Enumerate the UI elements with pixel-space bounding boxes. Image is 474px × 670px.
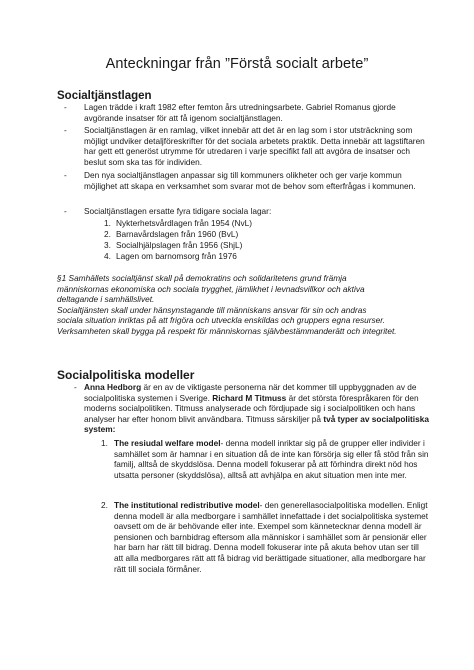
model-name: The resiudal welfare model	[114, 438, 221, 448]
quote-line: Socialtjänsten skall under hänsynstagande till människans ansvar för sin och andras	[57, 304, 367, 315]
list-number: 2.	[104, 229, 111, 239]
dash-marker: -	[64, 125, 67, 135]
quote-block	[57, 273, 422, 337]
quote-line: människornas ekonomiska och sociala trygghet, jämlikhet i levnadsvillkor och aktiva	[57, 283, 365, 294]
bullet-paragraph: Anna Hedborg är en av de viktigaste personerna när det kommer till uppbyggnaden av de socialpolitiska systemen i Sverige. Richard M Titmuss är det största förespråkaren för den moderns socialpolitiken. Titmuss analyserade och fördjupade sig i socialpolitiken och hans analyser har efter honom blivit användbara. Titmuss särskiljer på två typer av socialpolitiska system:	[84, 382, 429, 435]
law-item: Barnavårdslagen från 1960 (BvL)	[116, 229, 239, 239]
page-title: Anteckningar från ”Förstå socialt arbete”	[105, 56, 369, 72]
bold-name: Anna Hedborg	[84, 382, 142, 392]
model-item: The resiudal welfare model- denna modell inriktar sig på de grupper eller individer i samhället som är hamnar i en situation då de inte kan försörja sig eller få stöd från sin familj, alltså de skyddslösa. Denna modell fokuserar på att förhindra direkt nöd hos utsatta personer (skyddslösa), alltså att avhjälpa en akut situation men inte mer.	[114, 438, 429, 480]
list-number: 1.	[101, 438, 108, 448]
section-heading-socialpolitiska-modeller: Socialpolitiska modeller	[57, 368, 195, 382]
list-item: Den nya socialtjänstlagen anpassar sig till kommuners olikheter och ger varje kommun möjlighet att skapa en verksamhet som svarar mot de behov som efterfrågas i kommunen.	[84, 170, 416, 191]
law-item: Socialhjälpslagen från 1956 (ShjL)	[116, 240, 243, 250]
list-item: Socialtjänstlagen är en ramlag, vilket innebär att det är en lag som i stor utsträckning som möjligt undviker detaljföreskrifter för det sociala arbetets praktik. Detta innebär att lagstiftaren har gett ett generöst utrymme för utredaren i varje specifikt fall att avgöra de insatser och beslut som ska tas för individen.	[84, 125, 425, 167]
dash-marker: -	[64, 206, 67, 216]
section-heading-socialtjanstlagen: Socialtjänstlagen	[57, 90, 152, 102]
list-item: Socialtjänstlagen ersatte fyra tidigare sociala lagar:	[84, 206, 272, 216]
model-name: The institutional redistributive model	[114, 500, 260, 510]
list-number: 2.	[101, 500, 108, 510]
model-item: The institutional redistributive model- den generellasocialpolitiska modellen. Enligt denna modell är alla medborgare i samhället innefattade i det socialpolitiska systemet oavsett om de är behövande eller inte. Exempel som kännetecknar denna modell är pensionen och barnbidrag eftersom alla människor i samhället som är pensionär eller har barn har rätt till bidrag. Denna modell fokuserar inte på akuta behov utan ser till att alla medborgares rätt att få bidrag vid berättigade situationer, alla medborgare har rätt till sociala förmåner.	[114, 500, 429, 574]
quote-line: deltagande i samhällslivet.	[57, 294, 155, 305]
dash-marker: -	[64, 170, 67, 180]
law-item: Lagen om barnomsorg från 1976	[116, 251, 237, 261]
law-item: Nykterhetsvårdlagen från 1954 (NvL)	[116, 218, 253, 228]
dash-marker: -	[64, 102, 67, 112]
bullet-marker: -	[74, 382, 77, 392]
list-item: Lagen trädde i kraft 1982 efter femton års utredningsarbete. Gabriel Romanus gjorde avgörande insatser för att få igenom socialtjänstlagen.	[84, 102, 396, 123]
bold-phrase: två typer av socialpolitiska system:	[84, 413, 429, 435]
list-number: 1.	[104, 218, 111, 228]
quote-line: §1 Samhällets socialtjänst skall på demokratins och solidaritetens grund främja	[57, 273, 347, 283]
list-number: 3.	[104, 240, 111, 250]
bold-name: Richard M Titmuss	[212, 392, 287, 403]
list-number: 4.	[104, 251, 111, 261]
quote-line: sociala situation inriktas på att frigöra och utveckla enskildas och gruppers egna resurser.	[57, 315, 386, 326]
quote-line: Verksamheten skall bygga på respekt för människornas självbestämmanderätt och integritet.	[57, 325, 397, 336]
